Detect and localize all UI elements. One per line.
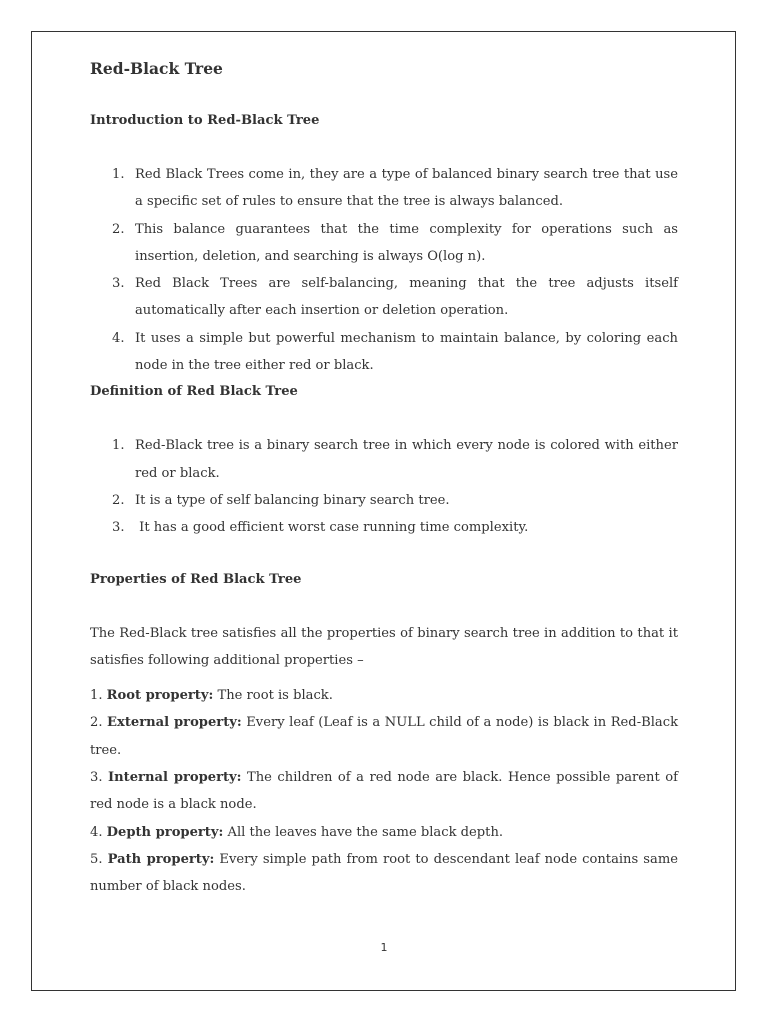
list-item xyxy=(90,216,678,271)
list-item xyxy=(90,161,678,216)
list-item xyxy=(90,764,678,819)
list-item xyxy=(90,487,678,514)
introduction-list xyxy=(90,161,678,379)
list-item-text: Red Black Trees are self-balancing, meaning that the tree adjusts itself automatically after each insertion or deletion operation. xyxy=(135,276,678,319)
list-item-number: 2. xyxy=(112,221,125,237)
list-item xyxy=(90,270,678,325)
list-item xyxy=(90,682,678,709)
list-item-text: This balance guarantees that the time complexity for operations such as insertion, deletion, and searching is always O(log n). xyxy=(135,221,678,264)
list-item-number: 3. xyxy=(112,276,125,292)
definition-heading: Definition of Red Black Tree xyxy=(90,384,298,400)
list-item-text: Red-Black tree is a binary search tree in which every node is colored with either red or black. xyxy=(135,438,678,481)
property-number: 5. xyxy=(90,851,103,867)
list-item-number: 1. xyxy=(112,438,125,454)
introduction-heading: Introduction to Red-Black Tree xyxy=(90,113,320,128)
list-item-number: 1. xyxy=(112,167,125,182)
property-term: Internal property: xyxy=(108,770,242,786)
property-term: Root property: xyxy=(106,688,214,704)
property-term: Path property: xyxy=(107,851,215,867)
document-title: Red-Black Tree xyxy=(90,59,223,78)
document-content xyxy=(90,58,678,901)
property-number: 2. xyxy=(90,715,103,731)
list-item xyxy=(90,432,678,487)
property-number: 4. xyxy=(90,824,103,840)
property-text: The children of a red node are black. Hence possible parent of red node is a black node. xyxy=(90,770,678,813)
property-text: The root is black. xyxy=(217,688,333,704)
property-text: Every simple path from root to descendant leaf node contains same number of black nodes. xyxy=(90,851,678,895)
list-item-text: It has a good efficient worst case running time complexity. xyxy=(135,520,529,536)
list-item-number: 4. xyxy=(112,330,125,346)
properties-heading: Properties of Red Black Tree xyxy=(90,571,302,587)
list-item xyxy=(90,325,678,380)
list-item-number: 2. xyxy=(112,492,125,508)
list-item xyxy=(90,709,678,764)
property-term: External property: xyxy=(107,715,242,731)
property-text: Every leaf (Leaf is a NULL child of a node) is black in Red-Black tree. xyxy=(90,715,678,758)
list-item xyxy=(90,514,678,541)
list-item-text: It is a type of self balancing binary search tree. xyxy=(135,492,450,508)
page-number: 1 xyxy=(380,941,388,954)
list-item-text: It uses a simple but powerful mechanism to maintain balance, by coloring each node in the tree either red or black. xyxy=(135,330,678,374)
properties-intro: The Red-Black tree satisfies all the properties of binary search tree in addition to that it satisfies following additional properties – xyxy=(90,625,678,668)
property-term: Depth property: xyxy=(106,824,224,840)
property-number: 1. xyxy=(90,688,103,704)
definition-list xyxy=(90,432,678,541)
property-text: All the leaves have the same black depth. xyxy=(227,824,504,840)
list-item xyxy=(90,846,678,901)
list-item xyxy=(90,819,678,846)
list-item-text: Red Black Trees come in, they are a type of balanced binary search tree that use a specific set of rules to ensure that the tree is always balanced. xyxy=(135,167,678,210)
list-item-number: 3. xyxy=(112,520,125,536)
properties-list xyxy=(90,682,678,900)
property-number: 3. xyxy=(90,770,103,786)
